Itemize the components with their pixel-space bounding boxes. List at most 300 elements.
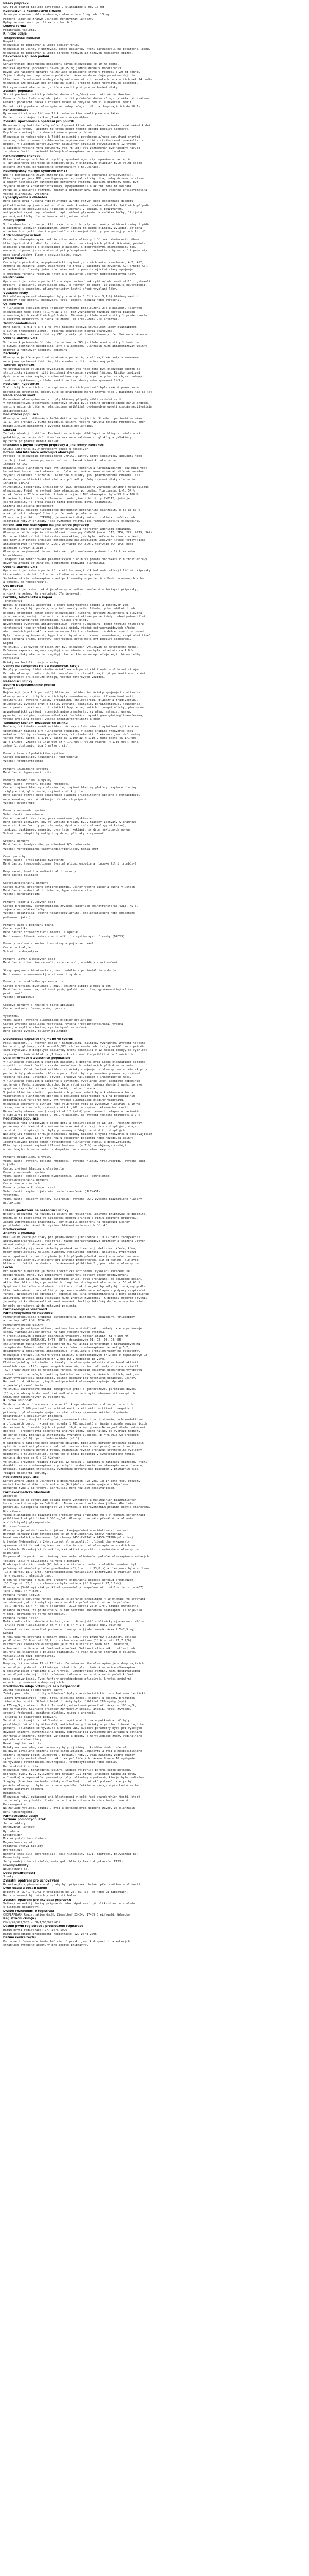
text-line: v „anxiolytickém“ testu. [3, 1384, 45, 1387]
text-line: statisticky významně nižší incidencí dyskineze vyvolané léčbou. Riziko tardivní [3, 371, 141, 375]
text-line [3, 749, 306, 752]
text-line: Pediatrická populace [3, 1658, 38, 1662]
text-line: v souvisejících kardiálních příhodách. Nicméně je třeba opatrnosti při předepisování [3, 314, 149, 318]
text-line: Vzhledem k primárním účinkům olanzapinu na CNS je třeba opatrnosti při kombinaci [3, 341, 142, 344]
text-line: Srdeční poruchy [3, 839, 29, 843]
text-line: u pacientů s anamnézou útlumu/toxicity kostní dřeně vyvolané léky. [3, 287, 118, 291]
text-line: mánie a deprese po 6 a 12 týdnech. [3, 1456, 62, 1460]
text-line: Metabolismus olanzapinu může být indukován kouřením a karbamazepinem, což může vést [3, 466, 147, 470]
text-line: Porucha funkce ledvin a/nebo jater: nižší počáteční dávka (5 mg) by měla být zvážena. [3, 97, 151, 100]
text-line [3, 867, 306, 870]
text-line: abstinenčních příznaků, které se mohou lišit v závažnosti a délce trvání po porodu. [3, 630, 147, 634]
text-line: Poruchy svalové a kosterní soustavy a pojivové tkáně [3, 942, 94, 946]
text-line: by měly pokračovat až do zotavení pacienta. [3, 1304, 78, 1308]
text-line: Velmi časté: zvýšené plazmatické hladiny prolaktinu [3, 1019, 92, 1022]
text-line: Velmi časté: somnolence [3, 813, 43, 817]
text-line: nebo komatem, včetně některých fatálních případů [3, 798, 87, 801]
text-line: klinického obrazu, včetně léčby hypotenze a oběhového kolapsu a podpory respirační [3, 1289, 146, 1293]
text-line: na opatrnost při obsluze strojů, včetně motorových vozidel. [3, 676, 106, 680]
text-line: Starší pacienti: nižší počáteční dávka (5 mg/den) není rutinně indikována. [3, 93, 132, 97]
text-line: expozici pozorované u dospívajících. [3, 1681, 66, 1685]
text-line [3, 878, 306, 882]
text-line [3, 954, 306, 958]
text-line: Dospělí [3, 59, 15, 62]
text-line: a známky nestability autonomního nervového systému. Dalšími příznaky mohou být [3, 181, 139, 184]
text-line: klinických studií odhalily nízkou incidenci souvisejících příhod. Nicméně, protože [3, 242, 146, 245]
text-line: Další lékařsky významné následky předávkování zahrnují delirium, křeče, kóma, [3, 1247, 137, 1250]
text-line: Časté: vyrážka [3, 927, 28, 930]
text-line: Elektrofyziologické studie prokázaly, že olanzapin selektivně snižoval aktivitu [3, 1361, 141, 1365]
text-line: kde nebyla zjištěna inhibice metabolismu následujících léčivých látek: tricyklické [3, 539, 146, 543]
text-line: Celkové poruchy a reakce v místě aplikace [3, 1003, 75, 1007]
text-line: Proto se žádná zvláštní interakce neočekává, jak bylo ověřeno in vivo studiemi, [3, 535, 141, 538]
text-line: spojenou s Parkinsonovou chorobou bylo velmi často hlášeno zhoršení parkinsonské [3, 1083, 142, 1087]
text-line: Potahová vrstva tablety [3, 1845, 43, 1849]
text-line: a 175 mg/kg (potkan). Psi tolerovali jednorázové perorální dávky do 100 mg/kg [3, 1704, 137, 1707]
text-line: dosáhli remise s olanzapinem a poté byli randomizováni na olanzapin nebo placebo, [3, 1464, 144, 1467]
text-line: Na trhu nemusí být všechny velikosti balení. [3, 1894, 80, 1898]
text-line: Farmakoterapeutická skupina: psycholeptika, diazepiny, oxazepiny, thiazepiny [3, 1315, 135, 1319]
text-line: Jedna potahovaná tableta obsahuje olanzapinum 5 mg nebo 10 mg. [3, 13, 111, 17]
section-heading: Kontraindikace [3, 108, 29, 112]
text-line: Užívání olanzapinu k léčbě psychózy vyvolané agonisty dopaminu u pacientů [3, 158, 130, 162]
text-line: u pacientů léčených olanzapinem. Změny lipidů je nutné klinicky zvládat, zejména [3, 227, 142, 230]
text-line [3, 836, 306, 840]
text-line: neutropenie, dyskineze, ortostatická hypotenze, anticholinergní účinky, přechodná [3, 706, 144, 710]
text-line: Úplný seznam pomocných látek viz bod 6.1. [3, 21, 75, 24]
text-line: Reprodukční toxicita [3, 1765, 38, 1768]
text-line: (A9) dráhy zapojené do motorické funkce. Olanzapin snižoval podmíněnou vyhýbavou [3, 1369, 142, 1372]
text-line: eozinofilie, zvýšené hladiny prolaktinu, cholesterolu, glukózy a triglyceridů, [3, 699, 139, 702]
text-line: Vzácné: pankreatitida [3, 893, 40, 896]
text-line: klinickém přehodnocení a obvykle by mělo nastat v intervalech ne kratších než 24 hodin. [3, 78, 154, 81]
text-line: zahrnovaly sníženou hmotnost vaječníků a dělohy a morfologické změny vaginálního [3, 1734, 142, 1738]
text-line: Nebyly provedeny žádné studie účinků na schopnost řídit nebo obsluhovat stroje. [3, 668, 141, 672]
text-line: Podíl pacientů, u kterých došlo k nežádoucímu, klinicky významnému zvýšení tělesné [3, 1041, 146, 1045]
text-line: Eliminace [3, 1551, 19, 1555]
section-heading: Souhrn bezpečnostního profilu [3, 683, 55, 687]
section-heading: Obecná aktivita CNS [3, 565, 38, 569]
section-heading: Zvláštní opatření pro likvidaci přípravku [3, 1898, 71, 1902]
text-line: se zdravými jedinci nebyl významný rozdíl v průměrném eliminačním poločasu [3, 1601, 132, 1605]
text-line: V klinických studiích u pacientů s psychózou vyvolanou léky (agonisté dopaminu) [3, 1079, 141, 1083]
text-line: plánují otěhotnět během léčby olanzapinem. Nicméně, protože zkušenosti u člověka [3, 611, 142, 615]
text-line: Velmi časté: zvýšení jaterních aminotransferáz (ALT/AST) [3, 1190, 100, 1193]
text-line: příznaky jako pocení, nespavost, třes, úzkost, nauzea nebo zvracení. [3, 299, 122, 302]
text-line: u nekuřaček a 77 % u kuřáků. Průměrné zvýšení AUC olanzapinu bylo 52 % a 108 %. [3, 493, 141, 497]
text-line: Olanzapin není indikován k léčbě dětí a dospívajících do 18 let. Přestože nebyly [3, 1121, 142, 1125]
text-line: Olanzapin se nedoporučuje k léčbě pacientů s psychózou a/nebo poruchami chování [3, 135, 141, 139]
text-line: variabilitou mezi jednotlivci. [3, 1654, 56, 1658]
text-line: pyrexie, artralgie, zvýšená alkalická fosfatáza, vysoká gama-glutamyltransferáza, [3, 714, 144, 718]
text-line: Olanzapin je indikován k léčbě schizofrenie. [3, 44, 80, 47]
text-line: Vzácné: rabdomyolýza [3, 950, 38, 954]
text-line: Toxicita po opakovaném podávání [3, 1715, 57, 1719]
section-heading: Známky a příznaky [3, 1232, 35, 1235]
text-line: Karnaubský vosk [3, 1856, 29, 1860]
text-line: Olanzapin je indikován k léčbě středně těžkých až těžkých manických epizod. [3, 52, 133, 55]
text-line: receptorům a větší aktivitu 5HT2 než D2 v modelech in vivo. [3, 1358, 106, 1361]
text-line: Kojení [3, 641, 14, 645]
text-line: Ve srovnávacích studiích trvajících jeden rok nebo méně byl olanzapin spojen se [3, 367, 141, 371]
text-line: ciprofloxacin, je třeba zvážit nižší počáteční dávku olanzapinu. [3, 501, 114, 504]
text-line: Velmi časté: snížený celkový bilirubin, zvýšená GGT, zvýšené plazmatické hladiny [3, 1197, 142, 1201]
text-line: EU/1/96/022/002 – EU/1/96/022/019 [3, 1921, 61, 1924]
text-line: průměrný eliminační poločas prodloužen (51,8 oproti 33,8 h) a clearance byla snížena [3, 1567, 149, 1570]
text-line: Tablety obsahují laktózu. Pacienti se vzácnými dědičnými problémy s intolerancí [3, 432, 141, 436]
text-line: Méně časté: tromboembolismus (včetně plicní embolie a hluboké žilní trombózy) [3, 862, 137, 866]
text-line: Gastrointestinální poruchy [3, 1178, 48, 1182]
section-heading: Další informace o zvláštních populacích [3, 1057, 70, 1060]
text-line: až několik týdnů. Pacienty je třeba během tohoto období pečlivě sledovat. [3, 127, 130, 131]
text-line: Respirační, hrudní a mediastinální poruchy [3, 870, 76, 874]
text-line: Blistry z PA/Al/PVC/Al v krabičkách po 28, 35, 56, 70 nebo 98 tabletách. [3, 1890, 128, 1894]
text-line: Dospělí [3, 687, 15, 691]
text-line: V klinických studiích s olanzapinem u starších pacientů byla vzácně pozorována [3, 386, 139, 390]
text-line: cytotoxicity kostní dřeně. U několika psů léčených dávkou 8 nebo 10 mg/kg/den [3, 1757, 137, 1761]
text-line: s léčivými přípravky, o nichž je známo, že prodlužují QTc interval. [3, 318, 119, 321]
text-line: relapsu bipolární poruchy. [3, 1471, 48, 1475]
text-line: hlášeno i přežití po akutním předávkování přibližně 2 g perorálního olanzapinu. [3, 1262, 141, 1266]
text-line: a příbuzných poruch, která zahrnovala 1 481 pacientů s různým stupněm souvisejících [3, 1422, 147, 1426]
text-line: Pokud se u pacienta rozvinou známky a příznaky NMS, musí být všechna antipsychotika [3, 189, 147, 192]
text-line: Poruchy imunitního systému [3, 767, 48, 771]
text-line: včetně olanzapinu vysazena. [3, 192, 50, 196]
text-line: reakci, test naznačující antipsychotickou aktivitu, v dávkách nižších, než jsou [3, 1372, 141, 1376]
text-line: Jádro tablety [3, 1822, 26, 1825]
text-line: Podrobné informace o tomto léčivém přípravku jsou k dispozici na webových [3, 1940, 130, 1943]
text-line: a demencí se nedoporučuje. [3, 581, 48, 584]
text-line: zvýšená hladina kreatinfosfokinázy, myoglobinurie a akutní renální selhání. [3, 184, 133, 188]
text-line: významně nižší farmakologickou aktivitu in vivo než olanzapin ve studiích na [3, 1544, 135, 1548]
section-heading: Seznam pomocných látek [3, 1818, 46, 1822]
text-line: Pomocné látky se známým účinkem: monohydrát laktózy. [3, 17, 94, 21]
text-line [3, 1034, 306, 1038]
text-line [3, 1152, 306, 1156]
text-line: pacientů byly abnormální chůze a pády. Často byla pozorována pneumonie, zvýšená [3, 1072, 141, 1075]
text-line: Časté: zvýšené hladiny cholesterolu [3, 1167, 64, 1171]
document-body [3, 2, 306, 2576]
text-line: a dospělých podobná. V klinických studiích byla průměrná expozice olanzapinu [3, 1666, 135, 1669]
text-line: s omezenou funkční rezervou jater a u pacientů léčených hepatotoxickými léky. [3, 272, 137, 276]
text-line: antipsychotika. [3, 409, 29, 413]
text-line: Účinky na fertilitu nejsou známy. [3, 660, 61, 664]
text-line: Hematologická toxicita [3, 1742, 42, 1745]
text-line: látky: hypoaktivita, kóma, třes, klonické křeče, slinění a snížený přírůstek [3, 1696, 135, 1700]
text-line: u žen než u mužů a u nekuřáků než u kuřáků. Velikost vlivu věku, pohlaví nebo [3, 1647, 137, 1650]
text-line: Během léčby olanzapinem (trvající až 12 týdnů) pro prevenci relapsu u pacientů [3, 1110, 139, 1113]
text-line: Na rozdíl od některých jiných antipsychotik olanzapin zvyšuje odpověď [3, 1380, 123, 1384]
section-heading: Farmakodynamické vlastnosti [3, 1312, 54, 1315]
text-line: perorální biologická dostupnost ve srovnání s intravenózním podáním nebyla stanovena. [3, 1506, 151, 1510]
text-line: epitelu a mléčné žlázy. [3, 1738, 43, 1742]
text-line: Barevná směs bílá (hypromelóza, oxid titaničitý E171, makrogol, polysorbát 80) [3, 1852, 139, 1856]
text-line: U zdravých starších osob (65 let a starší) ve srovnání s mladšími osobami byl [3, 1563, 137, 1567]
text-line [3, 977, 306, 980]
text-line: Potahovaná tableta. [3, 28, 36, 32]
text-line: Méně časté: bradykardie, prodloužení QTc intervalu [3, 843, 90, 847]
section-heading: Registrační číslo(a) [3, 1917, 36, 1921]
text-line: přispívajícím faktorem mohly být vysoké plazmatické hladiny valproátu. [3, 1098, 125, 1102]
text-line: Olanzapin nebyl mutagenní ani klastogenní v celé řadě standardních testů, které [3, 1795, 141, 1799]
text-line: Ve studiích trvajících až 3 měsíce u myší a až 1 rok u potkanů a psů byly [3, 1719, 130, 1723]
text-line: Kuřáci: počáteční dávka a rozmezí dávek se obvykle nemusí u nekuřáků měnit. [3, 101, 133, 105]
text-line: srdeční frekvenci, namáhavé dýchání, miózu a anorexii. [3, 1711, 97, 1715]
text-line: Časté: artralgie [3, 946, 31, 950]
text-line: Neuplatňuje se. [3, 1868, 29, 1871]
section-heading: Anticholinergní účinek [3, 234, 41, 238]
text-line: přímých a nepřímých agonistů dopaminu. [3, 348, 69, 352]
text-line: jako u mužů (n = 869). [3, 1589, 42, 1593]
text-line: mezi dospívajícími. Tyto faktory pravděpodobně přispívají k vyšší průměrné [3, 1677, 132, 1681]
text-line: Studie interakcí byly provedeny pouze u dospělých. [3, 447, 90, 451]
text-line: 3 mg/kg (9násobek maximální dávky u člověka). U potomků potkanů, kterým byl [3, 1780, 133, 1784]
text-line [3, 897, 306, 901]
text-line: vysoká kyselina močová, vysoká kreatinfosfokináza a edém. [3, 718, 102, 721]
text-line: ke snížení koncentrací olanzapinu. Bylo pozorováno pouze mírné až středně závažné [3, 470, 144, 474]
text-line: galaktózy, vrozeným deficitem laktázy nebo malabsorpcí glukózy a galaktózy [3, 436, 132, 439]
text-line: Známky perorální toxicity u hlodavců byly charakteristické pro silné neuroleptické [3, 1692, 146, 1696]
text-line: Souběžné užívání olanzapinu s antiparkinsoniky u pacientů s Parkinsonovou chorobou [3, 577, 146, 580]
text-line: hlášeno zhoršení parkinsonské symptomatiky a halucinace. [3, 165, 100, 169]
text-line: Protože olanzapin může způsobit somnolenci a závratě, mají být pacienti upozorněni [3, 672, 146, 675]
text-line: Méně časté: hypersenzitivita [3, 771, 52, 774]
text-line: zvířatech. Převažující farmakologická aktivita pochází z mateřského olanzapinu. [3, 1548, 141, 1551]
text-line: Kontrolované údaje o účinnosti u dospívajících (ve věku 13–17 let) jsou omezeny [3, 1479, 141, 1483]
text-line: tardivní dyskineze; amnézie; dysartrie; koktání; syndrom neklidných nohou [3, 828, 130, 832]
section-heading: Léková forma [3, 25, 26, 28]
text-line: nežádoucí účinky seřazeny podle klesající závažnosti. Frekvence jsou definovány [3, 733, 141, 736]
text-line: (37,7 oproti 32,4 h) ani v clearance (21,2 oproti 25,0 l/h). Studie hmotnostní [3, 1605, 139, 1608]
text-line: v moči, převážně ve formě metabolitů. [3, 1613, 67, 1616]
text-line: je v rozmezí u mladších osob. [3, 1574, 54, 1578]
text-line [3, 920, 306, 923]
text-line: asymptomatická zvýšení jaterních aminotransferáz, vyrážka, astenie, únava, [3, 710, 132, 714]
text-line: Olanzapin může antagonizovat účinky přímých a nepřímých agonistů dopaminu. [3, 527, 132, 531]
text-line: možný neuroleptický maligní syndrom, respirační depresi, aspiraci, hypertenzi [3, 1251, 137, 1255]
text-line: těhotenství jsou ohroženi nežádoucími účinky včetně extrapyramidových a/nebo [3, 626, 135, 630]
text-line: Estrální cykly byly ovlivněny při dávkách 1,1 mg/kg (3násobek maximální dávky [3, 1772, 137, 1776]
text-line: Na základě výsledků studií u myší a potkanů bylo učiněno závěr, že olanzapin [3, 1807, 135, 1810]
text-line: snížení cirkulujících leukocytů u potkanů; nebyly však nalezeny žádné známky [3, 1753, 135, 1757]
text-line: kouření na clearance a poločas olanzapinu je však malá ve srovnání s celkovou [3, 1651, 137, 1654]
text-line: zahrnovaly testy bakteriálních mutací a in vitro a in vivo testy u savců. [3, 1799, 130, 1803]
text-line: U pacientů s manickou nebo smíšenou epizodou bipolární poruchy prokázal olanzapin [3, 1441, 144, 1445]
text-line: Časté: mírné, přechodné anticholinergní účinky včetně zácpy a sucha v ústech [3, 885, 135, 889]
text-line: Olanzapin neinhibuje in vitro hlavní izoenzymy CYP450 (např. 1A2, 2D6, 2C9, 2C19, 3A4). [3, 531, 154, 535]
text-line: bez mortality. Klinické příznaky zahrnovaly sedaci, ataxii, třes, zvýšenou [3, 1708, 132, 1711]
text-line: Dávku lze následně upravit na základě klinického stavu v rozmezí 5–20 mg denně. [3, 71, 141, 74]
section-heading: Vysazení léčby [3, 291, 28, 295]
section-heading: Datum první registrace / prodloužení registrace [3, 1925, 84, 1928]
text-line: s bipolární poruchou došlo u 39,9 % pacientů ke zvýšení tělesné hmotnosti ≥ 7 %. [3, 1114, 142, 1117]
text-line: Časté: zvýšené hladiny cholesterolu, zvýšené hladiny glukózy, zvýšené hladiny [3, 786, 137, 790]
text-line: Velmi časté: ortostatická hypotenze [3, 858, 64, 862]
text-line: V předklinických studiích olanzapin vykazoval rozsah afinit (Ki < 100 nM) [3, 1334, 130, 1338]
text-line: Zvýšení dávky nad doporučenou počáteční dávku se doporučuje po odpovídajícím [3, 74, 135, 78]
text-line: Vzácné: hepatitida (včetně hepatocelulárního, cholestatického nebo smíšeného [3, 912, 135, 916]
text-line: Méně časté: fotosenzitivní reakce, alopecie [3, 931, 78, 935]
text-line: k tvorbě N-desmethyl a 2-hydroxymethyl metabolitů, přičemž oba vykazovaly [3, 1540, 130, 1544]
text-line: Časté: zvýšená alkalická fosfatáza, vysoká kreatinfosfokináza, vysoká [3, 1022, 123, 1026]
text-line: do konce léčby prokázala statisticky významné zlepšení (p = 0,001) ve prospěch [3, 1433, 139, 1437]
section-heading: Záchvaty [3, 352, 19, 355]
text-line: Velmi časté: zvýšení tělesné hmotnosti [3, 783, 69, 786]
text-line: V jedné klinické studii u pacientů s bipolární mánií byla kombinovaná léčba [3, 1091, 133, 1094]
text-line: Olanzapin je metabolizován v játrech konjugačními a oxidativními cestami. [3, 1529, 130, 1532]
text-line: Méně časté: inkontinence moči, retence moči, opožděný start močení [3, 961, 118, 965]
text-line: Všechny možné rizikové faktory VTE by měly být identifikovány před léčbou a během ní. [3, 333, 151, 336]
section-heading: Doba použitelnosti [3, 1871, 35, 1875]
text-line: diazepam (CYP3A4 a 2C19). [3, 546, 47, 550]
section-heading: Farmaceutické údaje [3, 1814, 38, 1818]
text-line: s místními požadavky. [3, 1906, 40, 1909]
text-line: s vyšší incidencí úmrtí a cerebrovaskulárních nežádoucích příhod ve srovnání [3, 1064, 135, 1067]
text-line: Psychóza související s demencí a/nebo poruchy chování [3, 131, 95, 135]
text-line: u člověka) a reprodukční parametry byly ovlivněny u potkanů, kterým bylo podáváno [3, 1776, 144, 1780]
text-line: Olanzapin neměl teratogenní účinky. Sedace ovlivnila páření samců potkanů. [3, 1769, 132, 1772]
section-heading: Hlášení podezření na nežádoucí účinky [3, 1209, 69, 1212]
text-line: stránkách Evropské agentury pro léčivé přípravky. [3, 1944, 89, 1947]
text-line: Hypersenzitivita na léčivou látku nebo na kteroukoli pomocnou látku. [3, 112, 122, 116]
text-line: na dávce závislého snížení počtu cirkulujících leukocytů u myší a nespecifického [3, 1750, 142, 1753]
text-line: s pacienty vyššího věku (průměrný věk 78 let) byl zaznamenán dvojnásobný nárůst [3, 146, 141, 150]
text-line: CHEPLAPHARM Registration GmbH, Ziegelhof 23-24, 17489 Greifswald, Německo [3, 1913, 130, 1917]
text-line: by tento přípravek neměli užívat. [3, 439, 61, 443]
section-heading: Zvláštní populace [3, 89, 33, 93]
text-line: Aktivní uhlí snižuje biologickou dostupnost perorálního olanzapinu o 50 až 60 % [3, 508, 141, 512]
text-line: Protože je olanzapin metabolizován CYP1A2, látky, které specificky indukují nebo [3, 455, 142, 459]
text-line: času zvyšoval. U dospělých pacientů, kteří dokončili 9–12 měsíců léčby, se rychlost [3, 1049, 147, 1053]
text-line: Vzácné: ventrikulární tachykardie/fibrilace, náhlá smrt [3, 847, 99, 851]
text-line: nebo jsou vystaveni faktorům, které mohou snížit záchvatový práh. [3, 360, 116, 363]
text-line: antidepresivum (převážně CYP2D6), warfarin (CYP2C9), teofylin (CYP1A2) nebo [3, 543, 133, 546]
text-line: zejména na začátku léčby. Opatrnosti je třeba u pacientů se zvýšenou ALT a/nebo AST, [3, 264, 149, 268]
text-line: Umožňuje to pokračovat ve sledování poměru přínosů a rizik léčivého přípravku. [3, 1216, 139, 1220]
text-line: Pacientky mají být poučeny, aby informovaly svého lékaře, pokud otěhotní nebo [3, 607, 137, 611]
text-line: Časté: sucho v ústech [3, 1182, 40, 1186]
text-line: nebo hypotenzi, srdeční arytmie (< 2 % případů předávkování) a srdeční zástavu. [3, 1255, 141, 1258]
text-line [3, 965, 306, 969]
text-line: Hlavním cirkulujícím metabolitem je 10-N-glukuronid, který neprochází [3, 1533, 123, 1536]
section-heading: Dlouhodobá expozice (nejméně 48 týdnů) [3, 1038, 74, 1041]
text-line: podáván olanzapin, bylo pozorováno zpoždění fetálního vývoje a přechodné snížení [3, 1784, 142, 1787]
text-line: V placebem kontrolovaných klinických studiích byly pozorovány nežádoucí změny lipidů [3, 223, 149, 226]
text-line: Následující tabulka uvádí nežádoucí účinky a laboratorní vyšetření zjištěná ze [3, 725, 139, 729]
text-line: Klinickými projevy NMS jsou hyperpyrexie, svalová rigidita, změny duševního stavu [3, 177, 144, 180]
text-line: mezolimbických (A10) dopaminergních neuronů, zatímco měl malý vliv na striatální [3, 1365, 142, 1368]
text-line: aktivního uhlí snižuje perorální biologickou dostupnost olanzapinu o 50 až 60 %. [3, 1281, 142, 1285]
text-line: Opatrnosti je třeba, pokud je olanzapin podáván současně s léčivými přípravky, [3, 588, 139, 592]
text-line: u pacientů s dyslipidemií a pacientů s rizikovými faktory pro rozvoj poruch lipidů. [3, 230, 147, 234]
text-line: Veškerý nepoužitý léčivý přípravek nebo odpad musí být zlikvidován v souladu [3, 1902, 135, 1905]
text-line: nebo porucha příjmu potravy. Novorozenci proto mají být pečlivě sledováni. [3, 638, 132, 641]
text-line [3, 764, 306, 767]
text-line: Olanzapin je antipsychotikum, antimanikum a stabilizátor nálady, které prokazuje [3, 1327, 142, 1330]
text-line: Poruchy nervového systému [3, 1171, 47, 1174]
text-line: prolaktinu [3, 1201, 21, 1205]
text-line: Monohydrát laktózy [3, 1826, 35, 1829]
text-line: zvýšení clearance olanzapinu. Klinické důsledky jsou pravděpodobně omezené, ale [3, 474, 141, 478]
text-line: U žen ve srovnání s muži byl průměrný eliminační poločas poněkud prodloužen [3, 1578, 133, 1582]
text-line: manických příznaků během 3 týdnů. Olanzapin rovněž prokázal srovnatelné výsledky [3, 1449, 142, 1452]
text-line: Fluvoxamin, specifický inhibitor CYP1A2, prokazatelně významně inhibuje metabolismus [3, 485, 149, 489]
text-line: Farmakodynamické účinky [3, 1323, 43, 1327]
text-line: Účinky na hematologické parametry byly zjištěny u každého druhu, včetně [3, 1745, 127, 1749]
text-line: prostřednictvím národního systému hlášení nežádoucích účinků. [3, 1224, 109, 1228]
text-line: s jinými centrálně působícími léky a alkoholem. Olanzapin může antagonizovat účinky [3, 345, 147, 348]
text-line: SPC Film-coated tablets (Zyprexa) / Olanzapine 5 mg, 10 mg [3, 6, 104, 9]
section-heading: Druh obalu a obsah balení [3, 1887, 47, 1890]
text-line: u dospívajících přibližně o 27 % vyšší. Demografické rozdíly mezi dospívajícími [3, 1670, 141, 1673]
text-line: gama-glutamyltransferáza, vysoká kyselina močová [3, 1026, 87, 1030]
section-heading: Datum revize textu [3, 1936, 36, 1940]
text-line: Vyšetření [3, 1014, 19, 1018]
section-heading: Tromboembolismus [3, 321, 36, 325]
text-line: a má být užito alespoň 2 hodiny před nebo po olanzapinu. [3, 512, 100, 516]
text-line: Pro olanzapin neexistuje žádné specifické antidotum. Vyvolání zvracení se [3, 1270, 130, 1274]
text-line: Stavy spojené s těhotenstvím, šestinedělím a perinatálním obdobím [3, 969, 116, 973]
text-line: Vyšetření [3, 1194, 19, 1197]
text-line: U nekuřáků ve srovnání s kuřáky (muži i ženy) byl průměrný eliminační poločas [3, 1635, 137, 1639]
text-line [3, 939, 306, 942]
text-line: Manická epizoda: počáteční dávka je 15 mg jednou denně v monoterapii. [3, 66, 123, 70]
text-line: U pacientů, kteří užívají fluvoxamin nebo jiné inhibitory CYP1A2, jako je [3, 497, 130, 500]
text-line: Časté: přechodná, asymptomatická zvýšení jaterních aminotransferáz (ALT, AST), [3, 904, 139, 908]
text-line: Olanzapin lze podávat bez ohledu na jídlo, protože jídlo neovlivňuje absorpci. [3, 82, 139, 86]
text-line: antipsychotickými doporučeními, např. měření glykemie na začátku léčby, 12 týdnů [3, 211, 142, 215]
section-heading: Účinky na schopnost řídit a obsluhovat stroje [3, 664, 80, 668]
text-line: tělesná teplota, letargie, erytém, zrakové halucinace a inkontinence moči. [3, 1076, 132, 1079]
text-line: posturální hypotenze. Doporučuje se pravidelně měřit krevní tlak u pacientů nad 65 let. [3, 390, 154, 394]
text-line: V retrospektivní observační kohortové studii bylo riziko předpokládané náhlé srdeční [3, 402, 149, 405]
text-line [3, 851, 306, 855]
text-line: Symptomatická léčba a sledování vitálních funkcí orgánů by měly být zahájeny podle [3, 1285, 146, 1289]
text-line: olanzapinu (−6,0) oproti haloperidolu (−3,1). [3, 1437, 81, 1441]
text-line: zejména na začátku léčby [3, 908, 45, 911]
text-line: dávky vyvolávající katalepsii, účinek naznačující motorické nežádoucí účinky. [3, 1377, 137, 1380]
section-heading: Hyperglykemie a diabetes [3, 196, 47, 199]
section-heading: QTc interval [3, 584, 23, 588]
text-line: prsů u mužů [3, 992, 23, 995]
text-line: receptorům. Behaviorální studie na zvířatech s olanzapinem naznačily 5HT, [3, 1346, 130, 1349]
text-line: aktivitou, protože beta stimulace může zhoršit hypotenzi. K detekci možných arytmií [3, 1296, 147, 1300]
text-line: nebo paralytickým ileem a souvisejícími stavy. [3, 253, 83, 257]
text-line: negativních i pozitivních příznaků. [3, 1414, 64, 1418]
text-line: (10 mg) u zdravých dobrovolníků vedl olanzapin k vyšší obsazenosti receptorů [3, 1392, 135, 1395]
text-line: u pacientů s příznaky jaterního poškození, s preexistujícími stavy spojenými [3, 268, 135, 272]
text-line: identifikované pouze během krátkodobých klinických studií u dospívajících. [3, 1140, 132, 1144]
text-line: je nezbytné kardiovaskulární monitorování. Pečlivý lékařský dohled a monitorování [3, 1300, 144, 1304]
text-line: U pacientů s poruchou funkce ledvin (clearance kreatininu < 10 ml/min) ve srovnání [3, 1597, 146, 1601]
text-line: Opatrnosti je třeba u pacientů, kteří konzumují alkohol nebo užívají léčivé přípravky, [3, 569, 152, 573]
text-line: Porucha funkce ledvin [3, 1594, 40, 1597]
text-line: Není známo: léková reakce s eozinofilií a systémovými příznaky (DRESS) [3, 935, 125, 938]
text-line: Vzácné: neuroleptický maligní syndrom; příznaky z vysazení [3, 832, 104, 836]
text-line: Biotransformace [3, 1525, 29, 1529]
text-line: Mezi velmi časté příznaky při předávkování (incidence > 10 %) patří tachykardie, [3, 1235, 142, 1239]
text-line: Vazba olanzapinu na plazmatické proteiny byla přibližně 93 % v rozmezí koncentrací [3, 1514, 146, 1517]
text-line: Olanzapin nevykazoval žádnou interakci při současném podávání s lithiem nebo [3, 550, 135, 554]
section-heading: Fertilita, těhotenství a kojení [3, 596, 53, 599]
section-heading: Laktóza [3, 428, 16, 432]
section-heading: Potenciální interakce ovlivňující olanzapin [3, 451, 75, 455]
section-heading: Kvalitativní a kvantitativní složení [3, 9, 61, 13]
text-line: Těhotenství [3, 600, 23, 603]
text-line: symptomatiky a halucinace, a to častěji než u placeba. [3, 1087, 97, 1091]
text-line: V klinických studiích bylo klinicky významné prodloužení QTc u pacientů léčených [3, 307, 142, 310]
text-line: příležitostně spojená s ketoacidózou nebo komatem, včetně několika fatálních případů. [3, 204, 151, 207]
